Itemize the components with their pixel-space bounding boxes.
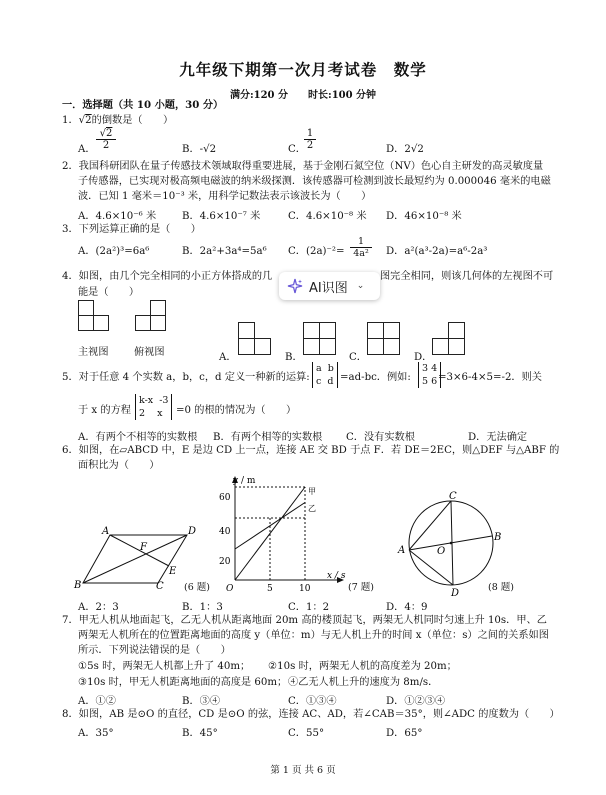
q7-statement-4: ④乙无人机上升的速度为 8m/s． [288,677,439,688]
page-footer: 第 1 页 共 6 页 [270,765,336,776]
q2-option-d: D．46×10⁻⁸ 米 [386,211,462,222]
q2-option-a: A．4.6×10⁻⁶ 米 [78,211,157,222]
q7-option-a: A．①② [78,696,116,707]
q5-option-c: C．没有实数根 [346,432,415,443]
q7-statement-2: ②10s 时，两架无人机的高度差为 20m； [268,661,457,672]
fig8-caption: (8 题) [488,582,514,593]
q7-option-c: C．①③④ [288,696,337,707]
q4-line-1-left: 4．如图，由几个完全相同的小正方体搭成的几 [62,271,273,282]
q8-option-a: A．35° [78,728,114,739]
q3-c-numerator: 1 [357,236,365,247]
chevron-down-icon: ⌄ [356,281,365,291]
figure-6-parallelogram [72,515,200,595]
fig6-label-b: B [74,580,82,591]
q6-option-d: D．4：9 [386,602,428,613]
top-view-label: 俯视图 [134,347,165,358]
q5-line-1a: 5．对于任意 4 个实数 a，b，c，d 定义一种新的运算: [62,372,310,383]
q8-option-d: D．65° [386,728,423,739]
fig6-label-f: F [140,542,147,553]
q1-option-b: B．-√2 [182,144,217,155]
q2-line-1: 2．我国科研团队在量子传感技术领域取得重要进展，基于金刚石氮空位（NV）色心自主研发的高灵敏度量 [62,161,544,172]
front-view-label: 主视图 [78,347,109,358]
fig6-label-e: E [169,566,177,577]
determinant-example: 3 4 5 6 [418,362,441,388]
q8-option-b: B．45° [182,728,218,739]
fig7-ytick-60: 60 [219,493,231,503]
fig7-ytick-20: 20 [219,557,231,567]
q3-stem: 3．下列运算正确的是（ ） [62,224,201,235]
q3-c-denominator: 4a² [350,247,372,259]
ai-recognize-label: AI识图 [309,280,348,296]
q7-option-b: B．③④ [182,696,221,707]
q2-line-2: 子传感器，已实现对极高频电磁波的纳米级探测．该传感器可检测到波长最短约为 0.000046 毫米的电磁 [78,176,551,187]
determinant-equation: k-x -3 2 x [135,394,172,420]
fig8-label-b: B [494,532,502,543]
sqrt2-symbol: √2 [78,115,92,126]
q7-option-d: D．①②③④ [386,696,446,707]
q1-c-numerator: 1 [306,128,314,139]
fig7-xtick-10: 10 [299,584,311,594]
q1-option-c-fraction [304,128,316,151]
q6-option-a: A．2：3 [78,602,119,613]
q4-option-c: C． [349,352,367,363]
q3-option-c-fraction [350,236,372,259]
fig7-caption: (7 题) [348,582,374,593]
fig6-caption: (6 题) [184,582,210,593]
q1-a-denominator: 2 [96,139,116,151]
figure-7-line-chart [210,474,360,594]
q4-line-2: 能是（ ） [78,287,140,298]
exam-info: 满分:120 分 时长:100 分钟 [229,90,377,101]
q1-option-a: A． [78,144,96,155]
q5-line-1c: =3×6-4×5=-2．则关 [438,372,542,383]
q7-line-3: 所示．下列说法错误的是（ ） [78,645,231,656]
q1-number: 1． [62,115,79,126]
q5-option-d: D．无法确定 [468,432,528,443]
question-1 [62,114,173,127]
fig6-label-a: A [102,526,110,537]
fig8-label-d: D [451,588,460,598]
ai-sparkle-icon [286,277,304,295]
fig8-label-a: A [398,545,406,556]
q2-option-b: B．4.6×10⁻⁷ 米 [182,211,261,222]
section-heading: 一．选择题（共 10 小题，30 分） [62,99,224,111]
q4-line-1-right: 图完全相同，则该几何体的左视图不可 [380,271,554,282]
q1-a-numerator: √2 [99,128,113,139]
fig7-ytick-40: 40 [219,527,231,537]
q8-option-c: C．55° [288,728,325,739]
q3-option-a: A．(2a²)³=6a⁶ [78,246,150,257]
fig6-label-c: C [156,581,164,592]
fig7-series-jia: 甲 [308,487,316,496]
fig7-origin: O [226,584,234,594]
q3-option-d: D．a²(a³-2a)=a⁶-2a³ [386,246,488,257]
determinant-abcd: a b c d [312,362,338,388]
q7-line-2: 两架无人机所在的位置距离地面的高度 y（单位：m）与无人机上升的时间 x（单位：s）之间的关系如图 [78,630,549,641]
q1-c-denominator: 2 [304,139,316,151]
fig7-y-label: y / m [233,476,256,486]
page-title: 九年级下期第一次月考试卷 数学 [179,60,427,79]
q5-option-a: A．有两个不相等的实数根 [78,432,198,443]
q4-option-d: D． [414,352,433,363]
q8-stem: 8．如图，AB 是⊙O 的直径，CD 是⊙O 的弦，连接 AC、AD，若∠CAB＝35°，则∠ADC 的度数为（ ） [62,709,560,720]
fig7-x-label: x / s [327,571,346,581]
q5-line-2a: 于 x 的方程 [78,405,131,416]
q1-option-a-fraction [96,128,116,151]
fig6-label-d: D [188,526,197,537]
q7-line-1: 7．甲无人机从地面起飞，乙无人机从距离地面 20m 高的楼顶起飞，两架无人机同时匀速上升 10s．甲、乙 [62,615,547,626]
q1-option-d: D．2√2 [386,144,424,155]
q5-line-1b: =ad-bc．例如: [340,372,411,383]
q7-statement-3: ③10s 时，甲无人机距离地面的高度是 60m； [78,677,288,688]
q5-line-2b: =0 的根的情况为（ ） [176,405,297,416]
q1-option-c: C． [288,144,306,155]
q2-option-c: C．4.6×10⁻⁸ 米 [288,211,367,222]
q3-option-b: B．2a²+3a⁴=5a⁶ [182,246,267,257]
q1-stem: 的倒数是（ ） [91,115,174,126]
q6-option-c: C．1：2 [288,602,330,613]
q4-option-b: B． [285,352,303,363]
q3-option-c: C．(2a)⁻²= [288,246,345,257]
q5-option-b: B．有两个相等的实数根 [213,432,323,443]
fig7-xtick-5: 5 [267,584,273,594]
ai-recognize-button[interactable] [279,272,380,300]
q7-statement-1: ①5s 时，两架无人机都上升了 40m； [78,661,251,672]
q6-line-2: 面积比为（ ） [78,460,160,471]
fig8-label-c: C [449,491,457,502]
q6-option-b: B．1：3 [182,602,223,613]
fig7-series-yi: 乙 [308,504,316,513]
q4-option-a: A． [219,352,237,363]
fig8-label-o: O [437,546,446,557]
q6-line-1: 6．如图，在▱ABCD 中，E 是边 CD 上一点，连接 AE 交 BD 于点 F．若 DE＝2EC，则△DEF 与△ABF 的 [62,445,560,456]
q2-line-3: 波．已知 1 毫米＝10⁻³ 米，用科学记数法表示该波长为（ ） [78,191,372,202]
